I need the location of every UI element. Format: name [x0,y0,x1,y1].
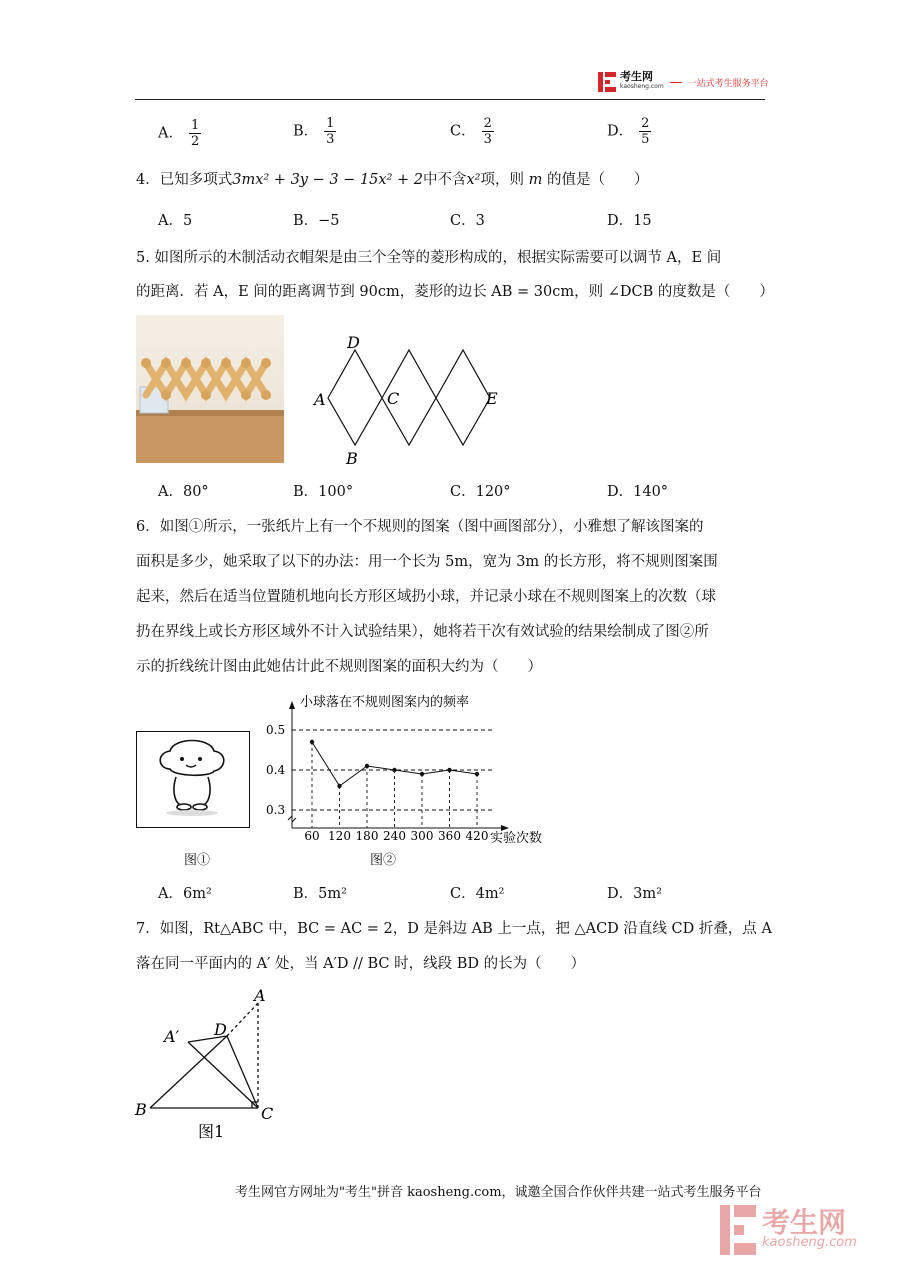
x-axis-label: 实验次数 [490,831,543,846]
data-point-300 [420,772,424,776]
x-tick-180: 180 [355,829,379,843]
data-point-360 [447,768,451,772]
q4-option-b: B．−5 [293,213,340,229]
q5-line1: 5. 如图所示的木制活动衣帽架是由三个全等的菱形构成的，根据实际需要可以调节 A，E 间 [136,250,722,266]
label-d: D [214,1020,227,1039]
label-a: A [254,986,266,1005]
q3-option-d: D． $\frac{2}{5}$ [607,116,650,147]
coat-rack-photo [136,315,284,463]
q4-stem: 4．已知多项式3mx² + 3y − 3 − 15x² + 2中不含x²项，则 m 的值是（ ） [136,172,649,188]
y-tick-0.3: 0.3 [266,803,286,817]
q5-option-b: B．100° [293,484,354,500]
q3-option-b: B． $\frac{1}{3}$ [293,116,335,147]
q6-line2: 面积是多少，她采取了以下的办法：用一个长为 5m，宽为 3m 的长方形，将不规则图案围 [136,554,718,570]
q4-option-a: A．5 [158,213,193,229]
y-axis-arrow [289,701,295,709]
q4-option-c: C．3 [450,213,485,229]
header-logo [598,72,769,92]
label-d: D [347,333,360,352]
y-tick-0.4: 0.4 [266,763,286,777]
chart-title: 小球落在不规则图案内的频率 [300,695,470,710]
x-tick-60: 60 [304,829,320,843]
logo-icon [598,72,616,92]
data-point-180 [365,764,369,768]
logo-domain: kaosheng.com [620,83,664,90]
q6-line5: 示的折线统计图由此她估计此不规则图案的面积大约为（ ） [136,659,542,675]
label-a: A [314,390,326,409]
axis-break [288,816,296,822]
q7-line1: 7．如图，Rt△ABC 中，BC = AC = 2，D 是斜边 AB 上一点，把 △ACD 沿直线 CD 折叠，点 A [136,921,772,937]
data-point-60 [310,740,314,744]
label-e: E [486,389,498,408]
q6-line1: 6．如图①所示，一张纸片上有一个不规则的图案（图中画图部分），小雅想了解该图案的 [136,519,704,535]
label-c: C [387,389,400,408]
q6-option-d: D．3m² [607,886,662,902]
label-b: B [346,449,358,468]
x-tick-420: 420 [465,829,489,843]
watermark-text: 考生网 [762,1206,847,1239]
y-tick-0.5: 0.5 [266,723,286,737]
figure-1-paper [136,731,250,828]
x-tick-120: 120 [328,829,351,843]
q6-line4: 扔在界线上或长方形区域外不计入试验结果），她将若干次有效试验的结果绘制成了图②所 [136,624,709,640]
figure-caption: 图1 [198,1122,225,1141]
series-line [312,742,477,786]
q5-option-d: D．140° [607,484,669,500]
q3-option-a: A． $\frac{1}{2}$ [158,118,200,149]
triangle-fold-diagram [130,985,290,1145]
figure-1-caption: 图① [184,853,211,868]
label-b: B [135,1100,147,1119]
label-c: C [261,1104,274,1123]
rhombus-1 [328,350,382,445]
frequency-line-chart [262,688,562,848]
x-tick-240: 240 [383,829,406,843]
data-point-240 [392,768,396,772]
figure-2-caption: 图② [370,853,397,868]
watermark-icon [720,1205,756,1255]
q6-option-c: C．4m² [450,886,505,902]
watermark-domain: kaosheng.com [762,1235,857,1250]
header-slogan: 一站式考生服务平台 [687,78,769,89]
x-tick-300: 300 [410,829,434,843]
x-tick-360: 360 [438,829,461,843]
label-a-prime: A′ [164,1027,180,1046]
q5-option-c: C．120° [450,484,511,500]
q6-option-b: B．5m² [293,886,347,902]
header-divider [135,99,765,100]
q5-option-a: A．80° [158,484,209,500]
q5-line2: 的距离．若 A，E 间的距离调节到 90cm，菱形的边长 AB = 30cm，则 ∠DCB 的度数是（ ） [136,284,774,300]
logo-text: 考生网 [620,70,653,83]
q7-line2: 落在同一平面内的 A′ 处，当 A′D // BC 时，线段 BD 的长为（ ） [136,956,586,972]
q6-option-a: A．6m² [158,886,212,902]
watermark [720,1205,857,1255]
data-point-120 [337,784,341,788]
data-point-420 [475,772,479,776]
q4-option-d: D．15 [607,213,652,229]
rhombus-3 [436,350,490,445]
footer-text: 考生网官方网址为"考生"拼音 kaosheng.com，诚邀全国合作伙伴共建一站式考生服务平台 [235,1185,762,1200]
rhombus-diagram [300,330,510,470]
q3-option-c: C． $\frac{2}{3}$ [450,116,492,147]
q6-line3: 起来，然后在适当位置随机地向长方形区域扔小球，并记录小球在不规则图案上的次数（球 [136,589,716,605]
